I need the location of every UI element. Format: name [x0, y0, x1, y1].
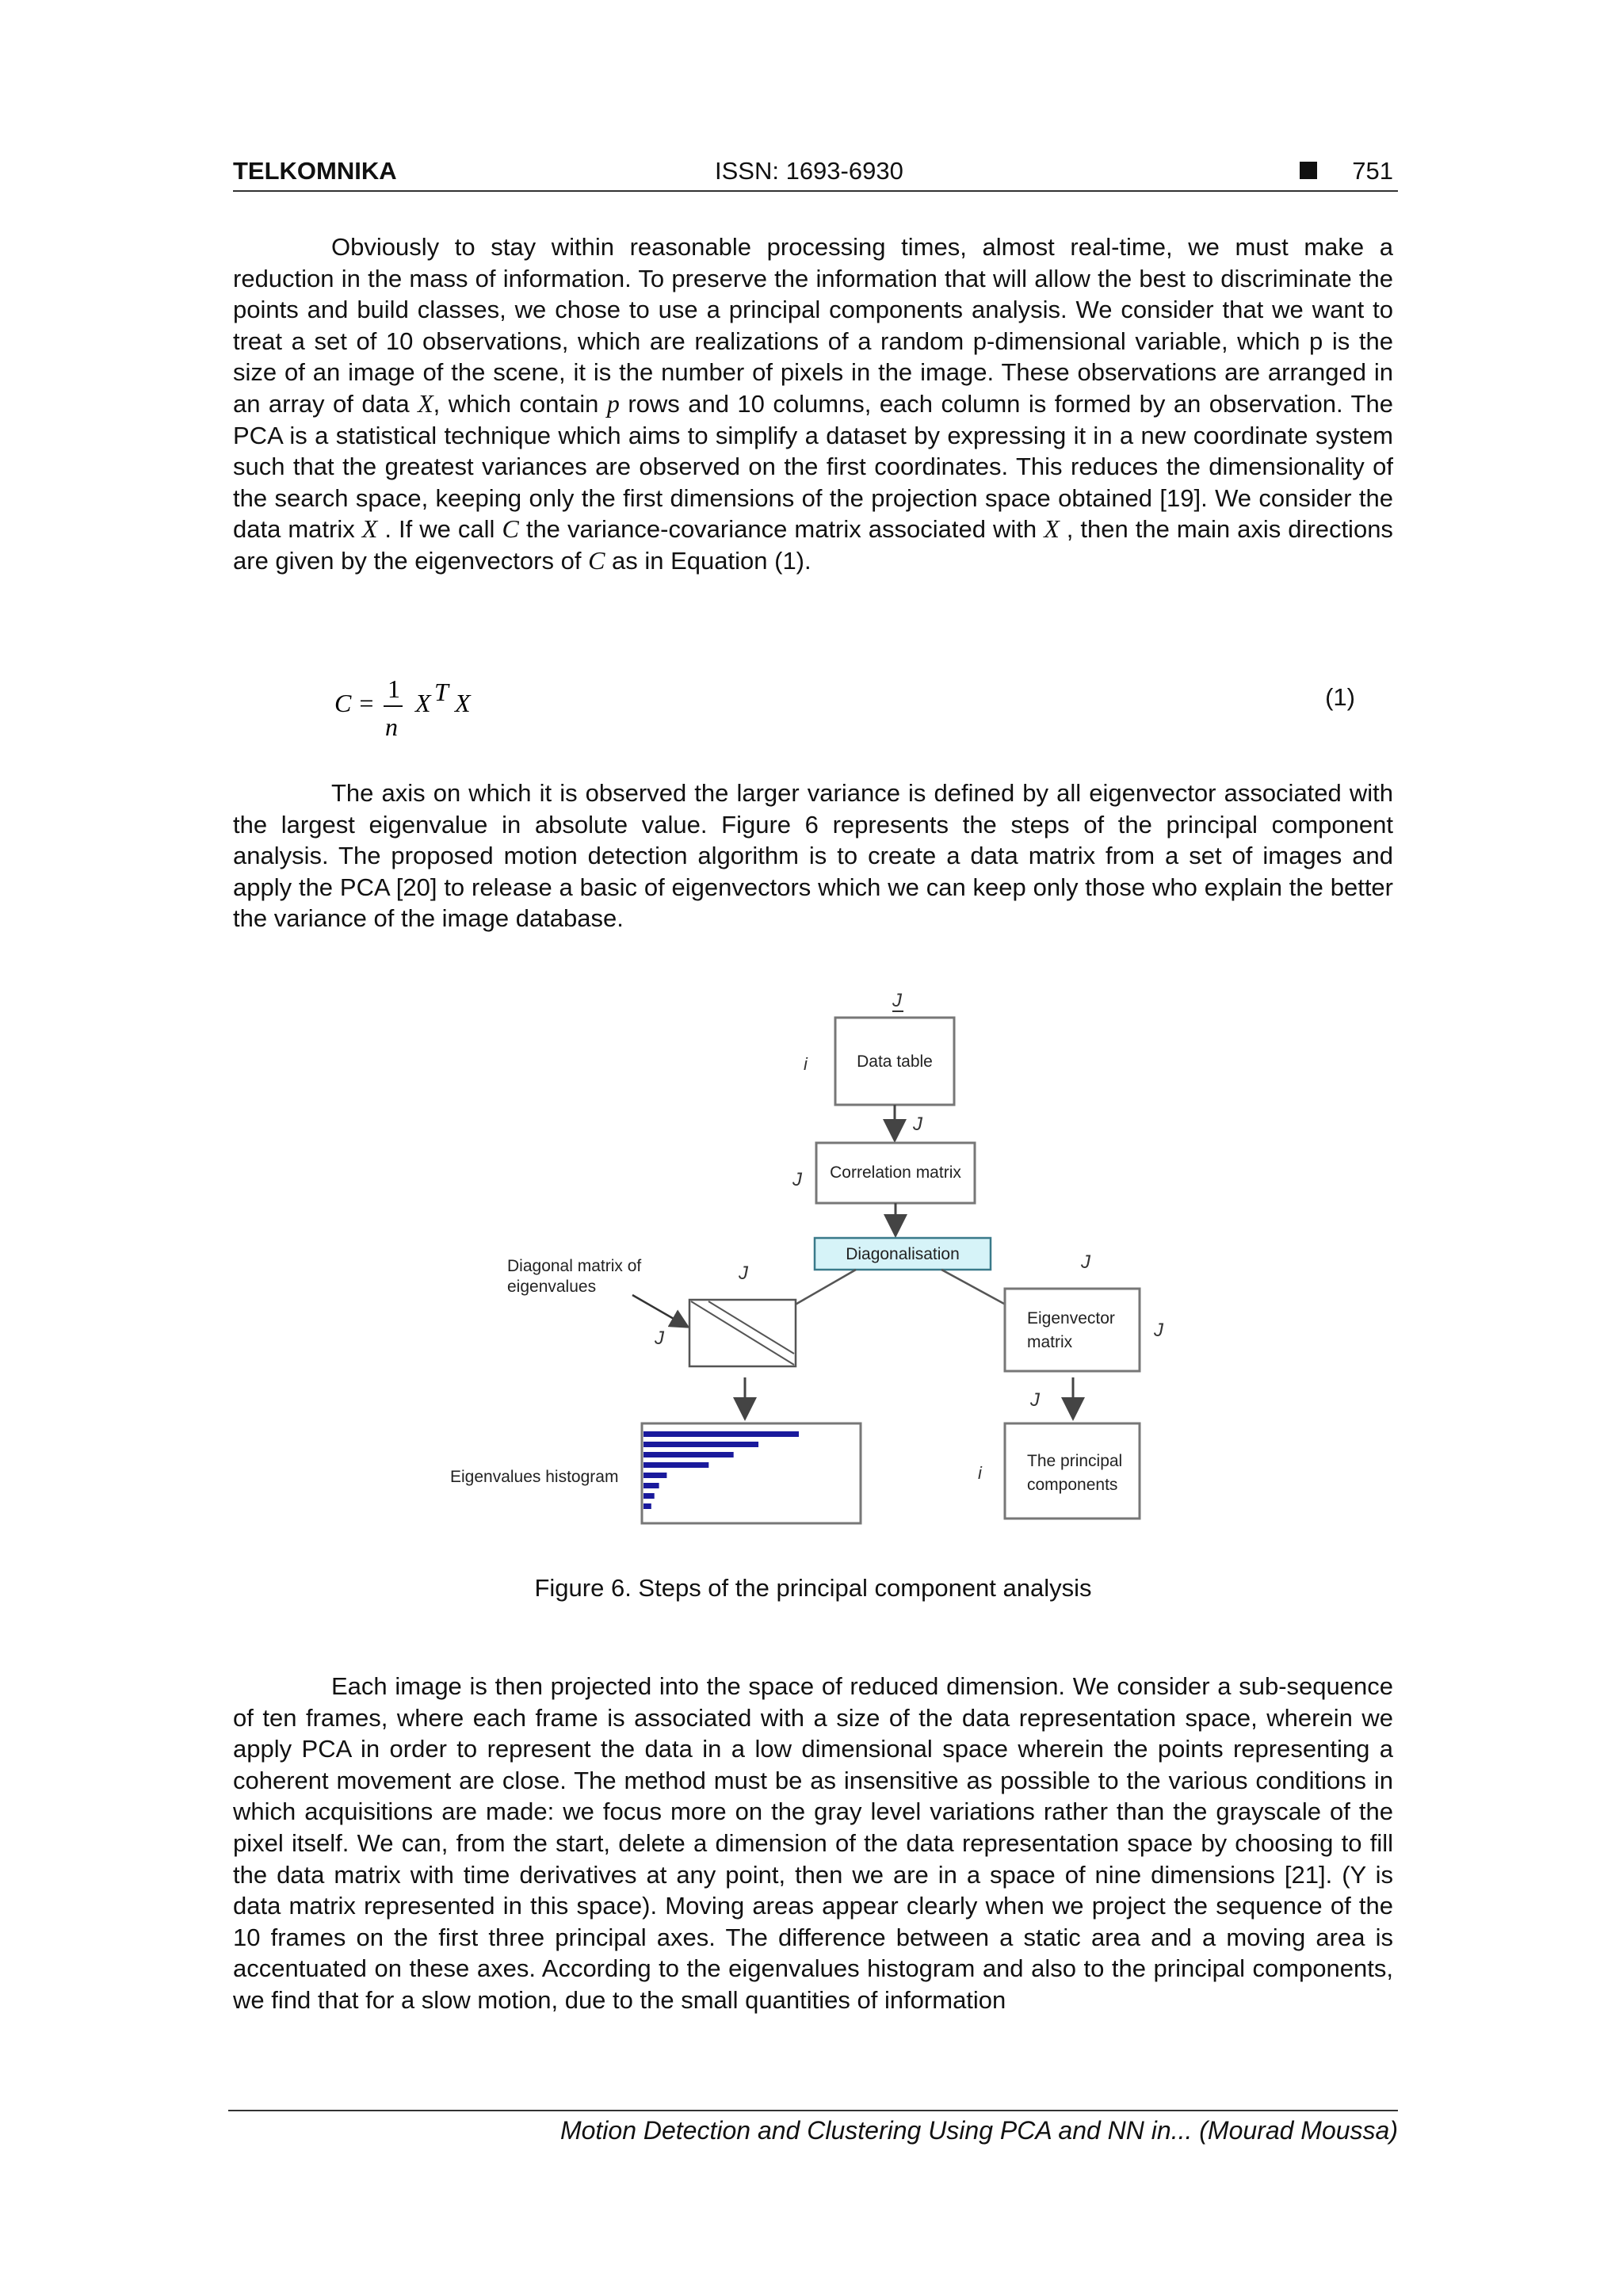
- histogram-box: [642, 1423, 861, 1523]
- dim-label-j: J: [792, 1169, 802, 1190]
- running-header: [233, 155, 1398, 192]
- eq-denominator: n: [385, 712, 398, 741]
- arrow-label-diagonal: [632, 1295, 685, 1325]
- histogram-bar: [643, 1473, 666, 1478]
- dim-label-i: i: [804, 1054, 808, 1074]
- body-paragraph-2: The axis on which it is observed the larger variance is defined by all eigenvector associated with the largest eigenvalue in absolute value. Figure 6 represents the steps of the principal component analysis. The proposed motion detection algorithm is to create a data matrix from a set of images and apply the PCA [20] to release a basic of eigenvectors which we can keep only those who explain the better the variance of the image database.: [233, 779, 1393, 933]
- pca-flowchart-figure: [444, 983, 1205, 1538]
- eigenvector-label-2: matrix: [1027, 1333, 1073, 1351]
- page-number: 751: [1352, 157, 1393, 185]
- journal-name: TELKOMNIKA: [233, 157, 397, 185]
- eq-x2: X: [455, 689, 471, 717]
- histogram-bar: [643, 1483, 659, 1488]
- histogram-label: Eigenvalues histogram: [450, 1468, 619, 1486]
- dim-label-j: J: [913, 1114, 922, 1135]
- eq-lhs: C =: [334, 689, 375, 717]
- histogram-bar: [643, 1493, 655, 1499]
- equation-1: [333, 674, 1355, 745]
- principal-components-box: [1005, 1423, 1140, 1519]
- data-table-label: Data table: [857, 1052, 933, 1071]
- body-paragraph-1: Obviously to stay within reasonable processing times, almost real-time, we must make a reduction in the mass of information. To preserve the information that will allow the best to discriminate the points and build classes, we chose to use a principal components analysis. We consider that we want to treat a set of 10 observations, which are realizations of a random p-dimensional variable, which p is the size of an image of the scene, it is the number of pixels in the image. These observations are arranged in an array of data X, which contain p rows and 10 columns, each column is formed by an observation. The PCA is a statistical technique which aims to simplify a dataset by expressing it in a new coordinate system such that the greatest variances are observed on the first coordinates. This reduces the dimensionality of the search space, keeping only the first dimensions of the projection space obtained [19]. We consider the data matrix X . If we call C the variance-covariance matrix associated with X , then the main axis directions are given by the eigenvectors of C as in Equation (1).: [233, 233, 1393, 575]
- histogram-bar: [643, 1431, 799, 1437]
- dim-label-j: J: [739, 1263, 748, 1284]
- correlation-matrix-label: Correlation matrix: [830, 1163, 961, 1182]
- square-bullet-icon: [1300, 162, 1317, 179]
- eq-transpose: T: [434, 678, 449, 706]
- principal-components-label-2: components: [1027, 1476, 1118, 1494]
- eq-numerator: 1: [388, 674, 400, 703]
- equation-number: (1): [1325, 683, 1355, 711]
- dim-label-j: J: [655, 1328, 664, 1349]
- eq-x: X: [415, 689, 431, 717]
- equation-formula: [333, 674, 539, 745]
- histogram-bar: [643, 1503, 651, 1509]
- diagonalisation-label: Diagonalisation: [846, 1245, 960, 1263]
- diagonal-matrix-label-2: eigenvalues: [507, 1278, 597, 1296]
- histogram-bar: [643, 1442, 758, 1447]
- eigenvector-label-1: Eigenvector: [1027, 1309, 1115, 1328]
- eigenvector-matrix-box: [1005, 1289, 1140, 1371]
- dim-label-j: J: [1154, 1320, 1163, 1341]
- principal-components-label-1: The principal: [1027, 1452, 1123, 1470]
- diagonal-matrix-label-1: Diagonal matrix of: [507, 1257, 642, 1275]
- running-footer: Motion Detection and Clustering Using PCA and NN in... (Mourad Moussa): [228, 2110, 1398, 2145]
- dim-label-j: J: [1081, 1251, 1090, 1273]
- issn: ISSN: 1693-6930: [715, 157, 903, 185]
- histogram-bar: [643, 1452, 734, 1457]
- body-paragraph-3: Each image is then projected into the space of reduced dimension. We consider a sub-sequence of ten frames, where each frame is associated with a size of the data representation space, wherein we apply PCA in order to represent the data in a low dimensional space wherein the points representing a coherent movement are close. The method must be as insensitive as possible to the various conditions in which acquisitions are made: we focus more on the gray level variations rather than the grayscale of the pixel itself. We can, from the start, delete a dimension of the data representation space by choosing to fill the data matrix with time derivatives at any point, then we are in a space of nine dimensions [21]. (Y is data matrix represented in this space). Moving areas appear clearly when we project the sequence of the 10 frames on the first three principal axes. The difference between a static area and a moving area is accentuated on these axes. According to the eigenvalues histogram and also to the principal components, we find that for a slow motion, due to the small quantities of information: [233, 1672, 1393, 2014]
- dim-label-j: J: [1030, 1389, 1040, 1411]
- dim-label-j: J: [892, 990, 902, 1011]
- histogram-bar: [643, 1462, 708, 1468]
- dim-label-i: i: [978, 1463, 982, 1483]
- figure-caption: Figure 6. Steps of the principal component analysis: [534, 1574, 1092, 1602]
